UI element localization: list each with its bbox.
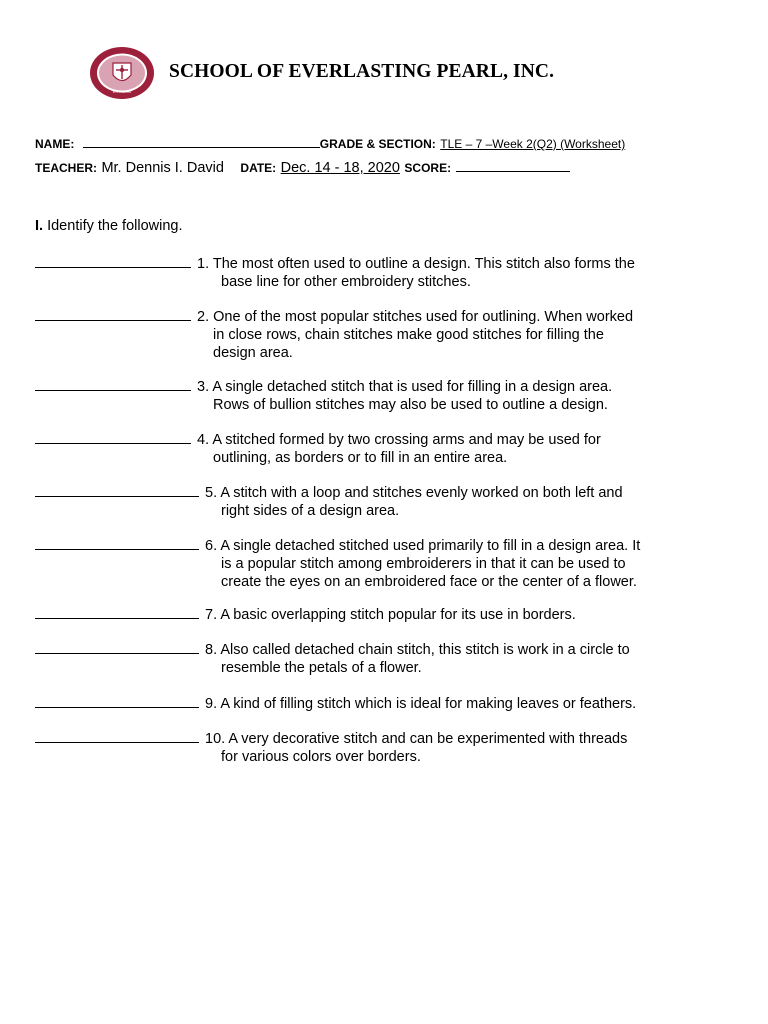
question-item — [35, 483, 623, 520]
answer-blank[interactable] — [35, 430, 191, 444]
answer-blank[interactable] — [35, 640, 199, 654]
question-text: 4. A stitched formed by two crossing arms and may be used for — [197, 432, 601, 448]
section-instruction: Identify the following. — [47, 218, 183, 234]
answer-blank[interactable] — [35, 694, 199, 708]
question-text: 8. Also called detached chain stitch, this stitch is work in a circle to — [205, 642, 630, 658]
date-label: DATE: — [240, 161, 277, 175]
question-text-continued: create the eyes on an embroidered face or the center of a flower. — [221, 574, 637, 590]
answer-blank[interactable] — [35, 536, 199, 550]
question-text-continued: Rows of bullion stitches may also be used to outline a design. — [213, 397, 608, 413]
question-item — [35, 307, 633, 362]
question-text: 1. The most often used to outline a design. This stitch also forms the — [197, 256, 635, 272]
question-text-continued: outlining, as borders or to fill in an entire area. — [213, 450, 508, 466]
answer-blank[interactable] — [35, 605, 199, 619]
question-text-continued: base line for other embroidery stitches. — [221, 274, 471, 290]
question-item — [35, 694, 636, 713]
name-field[interactable] — [83, 136, 320, 148]
teacher-date-row — [35, 159, 570, 177]
question-text: 7. A basic overlapping stitch popular for its use in borders. — [205, 607, 576, 623]
grade-value: TLE – 7 –Week 2(Q2) (Worksheet) — [440, 137, 626, 151]
question-text: 9. A kind of filling stitch which is ideal for making leaves or feathers. — [205, 696, 637, 712]
answer-blank[interactable] — [35, 729, 199, 743]
question-text: 6. A single detached stitched used primarily to fill in a design area. It — [205, 538, 641, 554]
section-roman: I. — [35, 218, 44, 234]
answer-blank[interactable] — [35, 254, 191, 268]
name-grade-row — [35, 135, 625, 153]
question-text: 5. A stitch with a loop and stitches evenly worked on both left and — [205, 485, 623, 501]
question-text-continued: is a popular stitch among embroiderers in that it can be used to — [221, 556, 626, 572]
teacher-value: Mr. Dennis I. David — [101, 160, 224, 176]
question-text-continued: for various colors over borders. — [221, 749, 421, 765]
school-logo — [89, 46, 155, 100]
answer-blank[interactable] — [35, 307, 191, 321]
question-text-continued: design area. — [213, 345, 293, 361]
question-text-continued: right sides of a design area. — [221, 503, 400, 519]
grade-label: GRADE & SECTION: — [319, 137, 436, 151]
question-text: 3. A single detached stitch that is used for filling in a design area. — [197, 379, 613, 395]
question-item — [35, 377, 612, 414]
school-header — [89, 46, 729, 102]
teacher-label: TEACHER: — [35, 161, 97, 175]
question-item — [35, 430, 601, 467]
question-text-continued: resemble the petals of a flower. — [221, 660, 422, 676]
answer-blank[interactable] — [35, 377, 191, 391]
question-text-continued: in close rows, chain stitches make good stitches for filling the — [213, 327, 604, 343]
score-field[interactable] — [456, 160, 570, 172]
section-title — [35, 218, 183, 234]
question-item — [35, 254, 635, 291]
question-item — [35, 729, 627, 766]
date-value: Dec. 14 - 18, 2020 — [280, 160, 400, 176]
question-item — [35, 605, 576, 624]
question-item — [35, 640, 630, 677]
question-text: 10. A very decorative stitch and can be experimented with threads — [205, 731, 628, 747]
score-label: SCORE: — [404, 161, 452, 175]
answer-blank[interactable] — [35, 483, 199, 497]
question-item — [35, 536, 640, 591]
name-label: NAME: — [35, 137, 75, 151]
school-name: SCHOOL OF EVERLASTING PEARL, INC. — [169, 61, 555, 82]
question-text: 2. One of the most popular stitches used for outlining. When worked — [197, 309, 634, 325]
logo-est-text: EST. 2000 — [112, 89, 132, 94]
